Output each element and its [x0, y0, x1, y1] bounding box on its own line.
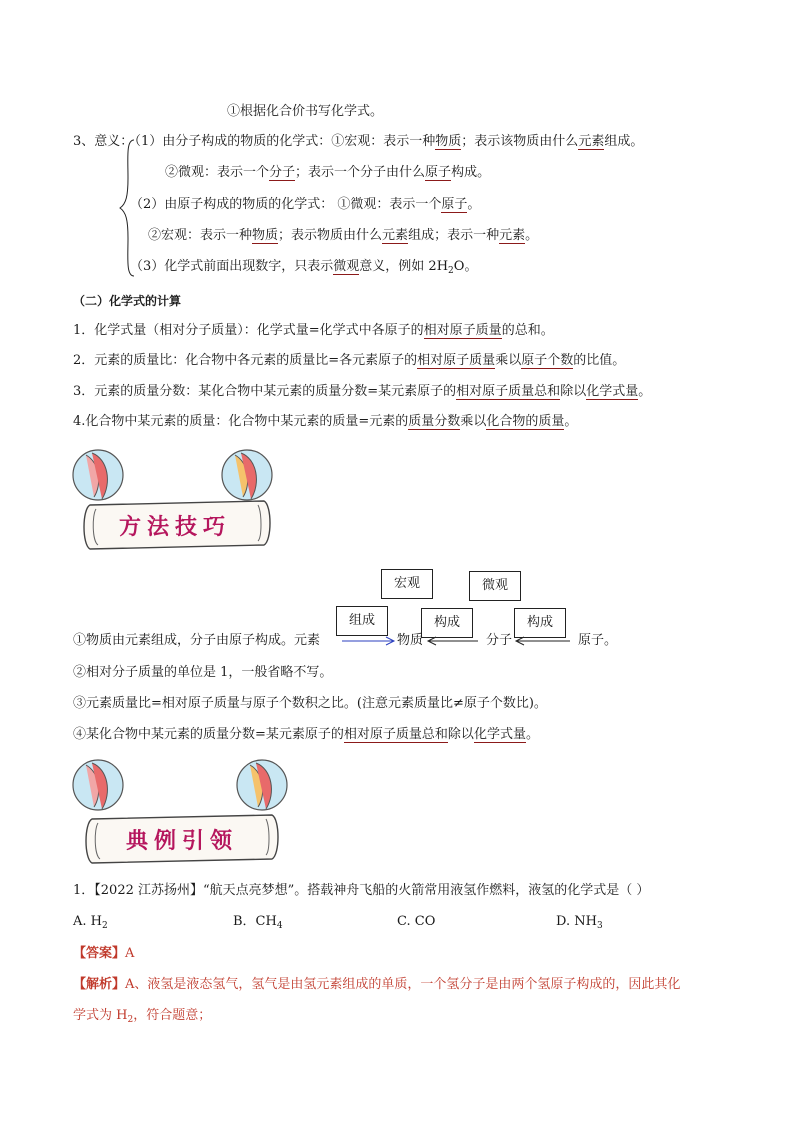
- tip-3: ③元素质量比=相对原子质量与原子个数积之比。(注意元素质量比≠原子个数比)。: [73, 696, 547, 711]
- analysis-line-2: 学式为 $H_2$，符合题意；: [73, 1008, 212, 1025]
- calc-item-3: 3．元素的质量分数：某化合物中某元素的质量分数=某元素原子的相对原子质量总和除以化学式量。: [73, 384, 652, 399]
- methods-banner: [72, 445, 282, 555]
- calc-item-4: 4.化合物中某元素的质量：化合物中某元素的质量=元素的质量分数乘以化合物的质量。: [73, 414, 578, 429]
- option-d: D. $NH_3$: [556, 914, 603, 931]
- box-construct-1: 构成: [421, 608, 473, 638]
- examples-banner-title: 典例引领: [125, 828, 238, 854]
- meaning-number: 3、意义：: [73, 134, 134, 149]
- calc-item-2: 2．元素的质量比：化合物中各元素的质量比=各元素原子的相对原子质量乘以原子个数的比值。: [73, 353, 626, 368]
- answer: 【答案】A: [73, 946, 135, 961]
- diagram-molecule: 分子: [486, 633, 513, 648]
- tip-2: ②相对分子质量的单位是 1，一般省略不写。: [73, 665, 333, 680]
- meaning-line-5: （3）化学式前面出现数字，只表示微观意义，例如 $2H_2O$。: [130, 259, 478, 276]
- diagram-arrows: [330, 630, 580, 650]
- methods-banner-title: 方法技巧: [118, 514, 231, 540]
- option-a: A. $H_2$: [73, 914, 108, 931]
- option-c: C. CO: [397, 914, 436, 929]
- brace-icon: [118, 138, 136, 278]
- example-question: 1．【2022 江苏扬州】“航天点亮梦想”。搭载神舟飞船的火箭常用液氢作燃料，液氢的化学式是（ ）: [73, 883, 650, 898]
- diagram-line: ①物质由元素组成，分子由原子构成。元素: [73, 633, 321, 648]
- box-compose: 组成: [336, 606, 388, 636]
- box-macro: 宏观: [381, 569, 433, 599]
- calc-heading: （二）化学式的计算: [73, 294, 182, 308]
- analysis-line-1: 【解析】A、液氢是液态氢气，氢气是由氢元素组成的单质，一个氢分子是由两个氢原子构成的，因此其化: [73, 977, 681, 992]
- meaning-line-3: （2）由原子构成的物质的化学式： ①微观：表示一个原子。: [130, 197, 481, 212]
- option-b: B．$CH_4$: [233, 914, 283, 931]
- box-construct-2: 构成: [514, 608, 566, 638]
- calc-item-1: 1．化学式量（相对分子质量）：化学式量=化学式中各原子的相对原子质量的总和。: [73, 323, 554, 338]
- meaning-line-2: ②微观：表示一个分子；表示一个分子由什么原子构成。: [165, 165, 491, 180]
- formula-step-text: ①根据化合价书写化学式。: [227, 104, 384, 119]
- diagram-substance: 物质: [397, 633, 424, 648]
- tip-4: ④某化合物中某元素的质量分数=某元素原子的相对原子质量总和除以化学式量。: [73, 727, 539, 742]
- meaning-line-4: ②宏观：表示一种物质；表示物质由什么元素组成；表示一种元素。: [148, 228, 539, 243]
- examples-banner: [72, 755, 292, 867]
- diagram-atom: 原子。: [578, 633, 618, 648]
- box-micro: 微观: [469, 571, 521, 601]
- meaning-line-1: （1）由分子构成的物质的化学式：①宏观：表示一种物质；表示该物质由什么元素组成。: [128, 134, 644, 149]
